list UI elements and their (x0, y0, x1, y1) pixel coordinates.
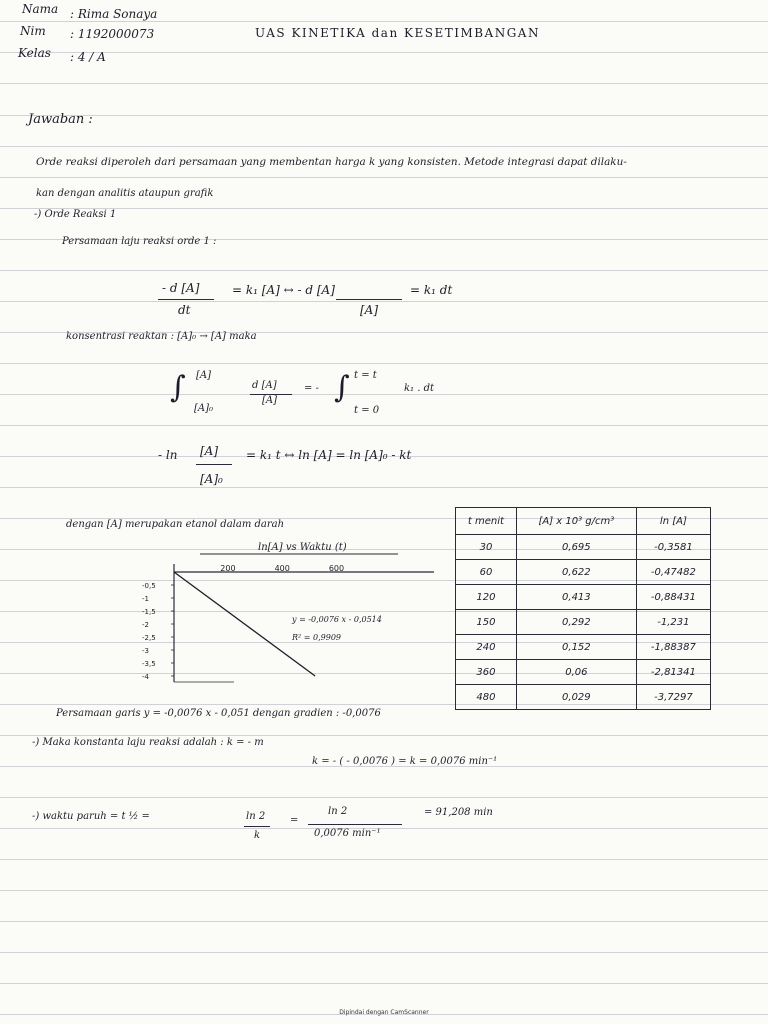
integral-right-lower: t = 0 (354, 405, 380, 416)
table-cell: 0,06 (516, 660, 636, 685)
table-row (456, 560, 711, 585)
table-cell: 60 (456, 560, 517, 585)
x-tick-label: 600 (328, 564, 345, 573)
table-cell: -2,81341 (636, 660, 710, 685)
chart-annotation-r2: R² = 0,9909 (292, 633, 342, 642)
intro-line-2: kan dengan analitis ataupun grafik (36, 188, 214, 199)
table-row (456, 535, 711, 560)
table-cell: 360 (456, 660, 517, 685)
ln-rest: = k₁ t ↔ ln [A] = ln [A]₀ - kt (246, 448, 412, 462)
y-tick-label: -2,5 (142, 634, 156, 642)
persamaan-laju: Persamaan laju reaksi orde 1 : (62, 236, 217, 247)
eq1-mid-fraction-bar (336, 299, 402, 300)
konstanta-line-2: k = - ( - 0,0076 ) = k = 0,0076 min⁻¹ (312, 756, 498, 767)
x-tick-label: 200 (220, 564, 236, 573)
table-row (456, 635, 711, 660)
ln-denominator: [A]₀ (200, 472, 223, 486)
eq1-left-numerator: - d [A] (162, 281, 200, 295)
eq1-left-denominator: dt (178, 303, 191, 317)
table-header-cell: [A] x 10³ g/cm³ (516, 508, 636, 535)
integral-sign-right: ∫ (334, 370, 350, 405)
table-cell: 150 (456, 610, 517, 635)
integral-right-expr: k₁ . dt (404, 383, 435, 394)
integral-left-lower: [A]₀ (194, 403, 214, 414)
ln-numerator: [A] (200, 444, 219, 458)
konsentrasi-line: konsentrasi reaktan : [A]₀ → [A] maka (66, 331, 257, 342)
waktu-den-1: k (254, 830, 261, 841)
waktu-den-2: 0,0076 min⁻¹ (314, 828, 381, 839)
table-cell: 0,695 (516, 535, 636, 560)
table-cell: 480 (456, 685, 517, 710)
x-tick-label: 400 (274, 564, 290, 573)
table-cell: 0,413 (516, 585, 636, 610)
jawaban-heading: Jawaban : (28, 112, 93, 127)
intro-line-1: Orde reaksi diperoleh dari persamaan yang membentan harga k yang konsisten. Metode integrasi dapat dilaku- (36, 156, 627, 168)
nama-value: : Rima Sonaya (70, 7, 158, 21)
eq1-right: = k₁ dt (410, 283, 453, 297)
nim-value: : 1192000073 (70, 27, 155, 41)
page-title: UAS KINETIKA dan KESETIMBANGAN (255, 26, 540, 40)
nim-label: Nim (20, 24, 46, 38)
waktu-fraction-bar-1 (244, 826, 270, 827)
nama-label: Nama (22, 2, 59, 16)
dengan-line: dengan [A] merupakan etanol dalam darah (66, 519, 285, 530)
waktu-fraction-bar-2 (308, 824, 402, 825)
ln-left: - ln (158, 448, 178, 462)
table-cell: -3,7297 (636, 685, 710, 710)
regression-line (174, 572, 315, 676)
integral-sign-left: ∫ (170, 370, 186, 405)
konstanta-line-1: -) Maka konstanta laju reaksi adalah : k = - m (32, 737, 264, 748)
orde-heading: -) Orde Reaksi 1 (34, 209, 117, 220)
y-tick-label: -3,5 (142, 660, 156, 668)
y-tick-label: -4 (142, 673, 149, 681)
table-row (456, 610, 711, 635)
table-cell: -1,88387 (636, 635, 710, 660)
table-cell: -0,88431 (636, 585, 710, 610)
table-header-row (456, 508, 711, 535)
table-cell: 0,152 (516, 635, 636, 660)
table-cell: 0,292 (516, 610, 636, 635)
integral-left-upper: [A] (196, 370, 212, 381)
table-cell: 240 (456, 635, 517, 660)
chart-annotation-equation: y = -0,0076 x - 0,0514 (292, 615, 382, 624)
table-row (456, 585, 711, 610)
table-header-cell: t menit (456, 508, 517, 535)
waktu-equals: = (290, 815, 299, 826)
table-cell: -0,47482 (636, 560, 710, 585)
integral-equals: = - (304, 383, 319, 394)
persamaan-garis: Persamaan garis y = -0,0076 x - 0,051 dengan gradien : -0,0076 (56, 708, 381, 719)
kelas-label: Kelas (18, 46, 51, 60)
y-tick-label: -1 (142, 595, 149, 603)
table-cell: 120 (456, 585, 517, 610)
scanner-footer: Dipindai dengan CamScanner (339, 1009, 429, 1016)
data-table (455, 507, 711, 710)
eq1-left-fraction-bar (158, 299, 214, 300)
integral-left-numerator: d [A] (252, 380, 277, 391)
eq1-middle: = k₁ [A] ↔ - d [A] (232, 283, 335, 297)
eq1-mid-denominator: [A] (360, 303, 379, 317)
y-tick-label: -1,5 (142, 608, 156, 616)
chart-title: ln[A] vs Waktu (t) (258, 542, 347, 553)
table-cell: -1,231 (636, 610, 710, 635)
table-cell: 0,029 (516, 685, 636, 710)
table-row (456, 685, 711, 710)
kelas-value: : 4 / A (70, 50, 106, 64)
y-tick-label: -3 (142, 647, 149, 655)
table-cell: 0,622 (516, 560, 636, 585)
table-row (456, 660, 711, 685)
waktu-result: = 91,208 min (424, 807, 493, 818)
ln-a-vs-time-chart (140, 536, 450, 696)
waktu-label: -) waktu paruh = t ½ = (32, 811, 150, 822)
waktu-num-2: ln 2 (328, 806, 348, 817)
table-cell: -0,3581 (636, 535, 710, 560)
y-tick-label: -2 (142, 621, 149, 629)
integral-right-upper: t = t (354, 370, 377, 381)
waktu-num-1: ln 2 (246, 811, 266, 822)
integral-left-denominator: [A] (262, 395, 278, 406)
ln-fraction-bar (196, 464, 232, 465)
y-tick-label: -0,5 (142, 582, 156, 590)
table-header-cell: ln [A] (636, 508, 710, 535)
table-cell: 30 (456, 535, 517, 560)
